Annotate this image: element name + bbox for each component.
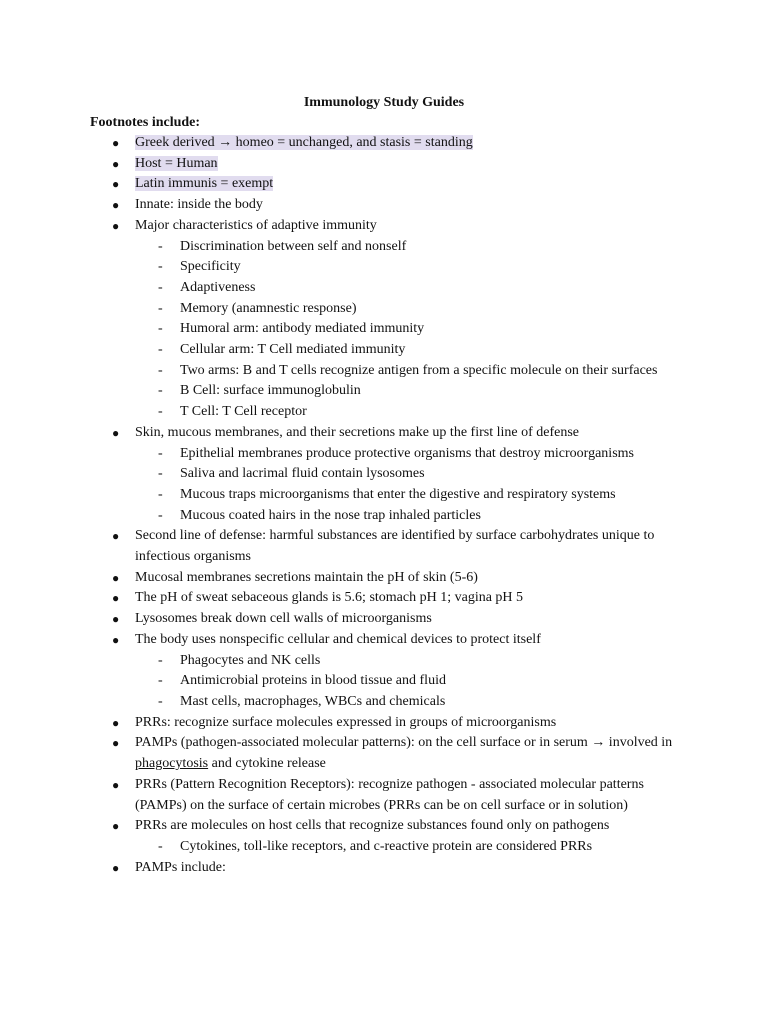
footnotes-heading: Footnotes include:	[90, 115, 201, 130]
bullet-item	[0, 174, 675, 195]
dash-marker: -	[158, 507, 163, 523]
item-text: The body uses nonspecific cellular and chemical devices to protect itself	[135, 631, 541, 647]
item-text: Phagocytes and NK cells	[180, 652, 321, 668]
bullet-item	[0, 775, 675, 816]
item-text: B Cell: surface immunoglobulin	[180, 383, 361, 399]
dash-marker: -	[158, 445, 163, 461]
bullet-item	[0, 154, 675, 175]
dash-marker: -	[158, 693, 163, 709]
bullet-marker: ●	[112, 777, 120, 792]
bullet-item	[0, 816, 675, 837]
item-text: Discrimination between self and nonself	[180, 238, 407, 254]
sub-bullet-item	[0, 361, 660, 382]
dash-marker: -	[158, 404, 163, 420]
sub-bullet-item	[0, 402, 660, 423]
item-text: Two arms: B and T cells recognize antigen from a specific molecule on their surfaces	[180, 362, 658, 378]
sub-bullet-item	[0, 257, 660, 278]
item-text: Latin immunis = exempt	[135, 176, 274, 192]
sub-bullet-item	[0, 464, 660, 485]
bullet-marker: ●	[112, 177, 120, 192]
sub-bullet-item	[0, 278, 660, 299]
underlined-term: phagocytosis	[135, 756, 209, 772]
bullet-marker: ●	[112, 632, 120, 647]
item-text: Host = Human	[135, 155, 218, 171]
item-text: Cellular arm: T Cell mediated immunity	[180, 342, 406, 358]
bullet-marker: ●	[112, 612, 120, 627]
bullet-item	[0, 216, 675, 237]
bullet-marker: ●	[112, 860, 120, 875]
item-text: Epithelial membranes produce protective organisms that destroy microorganisms	[180, 445, 634, 461]
bullet-marker: ●	[112, 425, 120, 440]
dash-marker: -	[158, 466, 163, 482]
dash-marker: -	[158, 279, 163, 295]
sub-bullet-item	[0, 837, 660, 858]
dash-marker: -	[158, 362, 163, 378]
sub-bullet-item	[0, 692, 660, 713]
item-text: Greek derived → homeo = unchanged, and stasis = standing	[135, 135, 473, 150]
item-text: Memory (anamnestic response)	[180, 300, 357, 316]
bullet-list	[0, 133, 768, 878]
sub-bullet-item	[0, 340, 660, 361]
item-text: Second line of defense: harmful substances are identified by surface carbohydrates unique to infectious organisms	[135, 528, 655, 565]
dash-marker: -	[158, 383, 163, 399]
bullet-marker: ●	[112, 136, 120, 150]
bullet-item	[0, 423, 675, 444]
bullet-marker: ●	[112, 198, 120, 213]
dash-marker: -	[158, 838, 163, 854]
bullet-item	[0, 713, 675, 734]
item-text: Specificity	[180, 259, 241, 275]
sub-bullet-item	[0, 485, 660, 506]
sub-bullet-item	[0, 381, 660, 402]
bullet-item	[0, 526, 675, 567]
bullet-item	[0, 568, 675, 589]
bullet-item	[0, 733, 675, 774]
item-text: PRRs: recognize surface molecules expressed in groups of microorganisms	[135, 714, 557, 730]
dash-marker: -	[158, 652, 163, 668]
dash-marker: -	[158, 673, 163, 689]
bullet-marker: ●	[112, 570, 120, 585]
bullet-item	[0, 195, 675, 216]
item-text: Mucous coated hairs in the nose trap inhaled particles	[180, 507, 481, 523]
item-text: The pH of sweat sebaceous glands is 5.6; stomach pH 1; vagina pH 5	[135, 590, 524, 606]
item-text: T Cell: T Cell receptor	[180, 404, 307, 420]
item-text: Mucous traps microorganisms that enter the digestive and respiratory systems	[180, 486, 616, 502]
item-text: PRRs are molecules on host cells that recognize substances found only on pathogens	[135, 818, 610, 834]
document-title: Immunology Study Guides	[303, 95, 465, 110]
item-text: Mucosal membranes secretions maintain the pH of skin (5-6)	[135, 569, 478, 585]
item-text: Mast cells, macrophages, WBCs and chemicals	[180, 693, 446, 709]
bullet-item	[0, 630, 675, 651]
bullet-marker: ●	[112, 819, 120, 834]
dash-marker: -	[158, 486, 163, 502]
bullet-marker: ●	[112, 529, 120, 544]
sub-bullet-item	[0, 319, 660, 340]
sub-bullet-item	[0, 506, 660, 527]
bullet-marker: ●	[112, 736, 120, 751]
sub-bullet-item	[0, 237, 660, 258]
item-text: Cytokines, toll-like receptors, and c-reactive protein are considered PRRs	[180, 838, 593, 854]
item-text: PAMPs (pathogen-associated molecular patterns): on the cell surface or in serum → involved in	[135, 735, 673, 751]
bullet-marker: ●	[112, 218, 120, 233]
bullet-marker: ●	[112, 591, 120, 606]
dash-marker: -	[158, 300, 163, 316]
item-text: PRRs (Pattern Recognition Receptors): recognize pathogen - associated molecular patterns (PAMPs) on the surface of certain microbes (PRRs can be on cell surface or in solution)	[135, 776, 644, 813]
bullet-item	[0, 133, 675, 154]
sub-bullet-item	[0, 651, 660, 672]
dash-marker: -	[158, 321, 163, 337]
item-text: Adaptiveness	[180, 279, 256, 295]
item-text: Humoral arm: antibody mediated immunity	[180, 321, 425, 337]
bullet-item	[0, 858, 675, 879]
item-text: PAMPs include:	[135, 859, 226, 875]
dash-marker: -	[158, 259, 163, 275]
item-text: Antimicrobial proteins in blood tissue and fluid	[180, 673, 446, 689]
item-text: Skin, mucous membranes, and their secretions make up the first line of defense	[135, 424, 579, 440]
dash-marker: -	[158, 238, 163, 254]
item-text-tail: and cytokine release	[208, 756, 326, 772]
dash-marker: -	[158, 342, 163, 358]
item-text: Major characteristics of adaptive immunity	[135, 217, 377, 233]
sub-bullet-item	[0, 299, 660, 320]
item-text: Innate: inside the body	[135, 197, 263, 213]
bullet-item	[0, 588, 675, 609]
bullet-item	[0, 609, 675, 630]
item-text: Lysosomes break down cell walls of microorganisms	[135, 611, 432, 627]
sub-bullet-item	[0, 671, 660, 692]
bullet-marker: ●	[112, 156, 120, 171]
bullet-marker: ●	[112, 715, 120, 730]
sub-bullet-item	[0, 444, 660, 465]
item-text: Saliva and lacrimal fluid contain lysosomes	[180, 466, 425, 482]
